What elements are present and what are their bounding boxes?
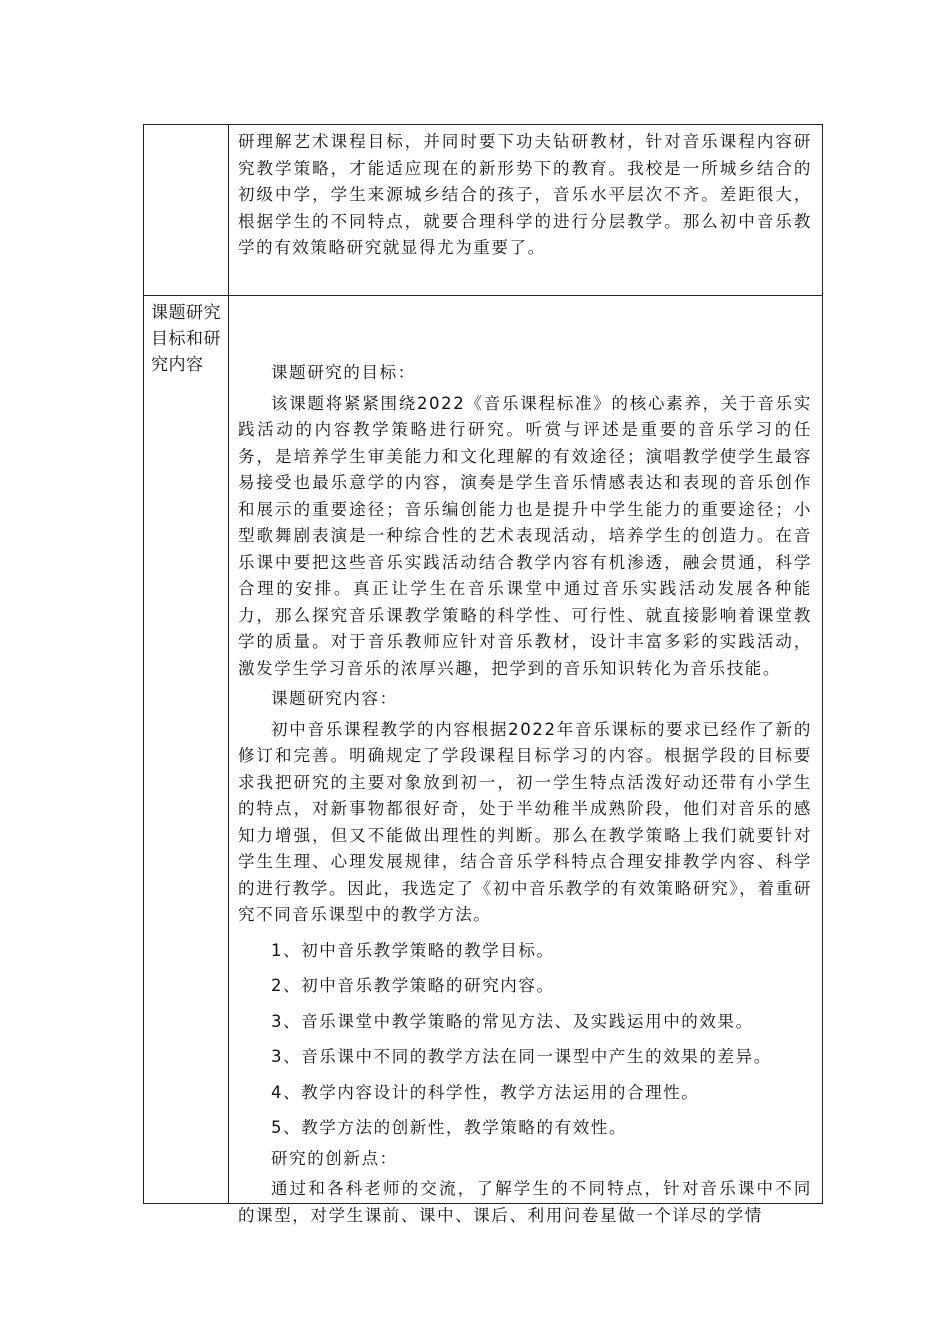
list-item: 3、音乐课堂中教学策略的常见方法、及实践运用中的效果。 (271, 1011, 754, 1031)
goal-heading: 课题研究的目标： (271, 363, 416, 382)
list-item: 5、教学方法的创新性，教学策略的有效性。 (271, 1118, 627, 1137)
row-label-cell (144, 125, 229, 295)
table-row-continuation (144, 125, 822, 295)
content-paragraph: 初中音乐课程教学的内容根据2022年音乐课标的要求已经作了新的修订和完善。明确规定了学段课程目标学习的内容。根据学段的目标要求我把研究的主要对象放到初一，初一学生特点活泼好动还带有小学生的特点，对新事物都很好奇，处于半幼稚半成熟阶段，他们对音乐的感知力增强，但又不能做出理性的判断。那么在教学策略上我们就要针对学生生理、心理发展规律，结合音乐学科特点合理安排教学内容、科学的进行教学。因此，我选定了《初中音乐教学的有效策略研究》，着重研究不同音乐课型中的教学方法。 (238, 719, 812, 924)
row-content-cell (229, 296, 822, 1225)
innovation-heading: 研究的创新点： (271, 1148, 398, 1168)
table-row-goals-content (144, 295, 822, 1225)
goal-paragraph: 该课题将紧紧围绕2022《音乐课程标准》的核心素养，关于音乐实践活动的内容教学策略进行研究。听赏与评述是重要的音乐学习的任务，是培养学生审美能力和文化理解的有效途径；演唱教学使学生最容易接受也最乐意学的内容，演奏是学生音乐情感表达和表现的音乐创作和展示的重要途径；音乐编创能力也是提升中学生能力的重要途径；小型歌舞剧表演是一种综合性的艺术表现活动，培养学生的创造力。在音乐课中要把这些音乐实践活动结合教学内容有机渗透，融会贯通，科学合理的安排。真正让学生在音乐课堂中通过音乐实践活动发展各种能力，那么探究音乐课教学策略的科学性、可行性、就直接影响着课堂教学的质量。对于音乐教师应针对音乐教材，设计丰富多彩的实践活动，激发学生学习音乐的浓厚兴趣，把学到的音乐知识转化为音乐技能。 (238, 393, 812, 678)
research-items-list (238, 938, 812, 1142)
row-content-cell (229, 125, 822, 295)
continuation-paragraph: 研理解艺术课程目标，并同时要下功夫钻研教材，针对音乐课程内容研究教学策略，才能适应现在的新形势下的教育。我校是一所城乡结合的初级中学，学生来源城乡结合的孩子，音乐水平层次不齐。差距很大，根据学生的不同特点，就要合理科学的进行分层教学。那么初中音乐教学的有效策略研究就显得尤为重要了。 (238, 132, 812, 257)
list-item: 2、初中音乐教学策略的研究内容。 (271, 976, 555, 995)
list-item: 4、教学内容设计的科学性，教学方法运用的合理性。 (271, 1082, 700, 1102)
innovation-paragraph: 通过和各科老师的交流，了解学生的不同特点，针对音乐课中不同的课型，对学生课前、课中、课后、利用问卷星做一个详尽的学情 (238, 1179, 812, 1225)
row-label-cell: 课题研究目标和研究内容 (144, 296, 229, 1203)
list-item: 3、音乐课中不同的教学方法在同一课型中产生的效果的差异。 (271, 1047, 772, 1066)
content-heading: 课题研究内容： (271, 689, 398, 708)
document-table (143, 124, 823, 1225)
list-item: 1、初中音乐教学策略的教学目标。 (271, 940, 555, 960)
